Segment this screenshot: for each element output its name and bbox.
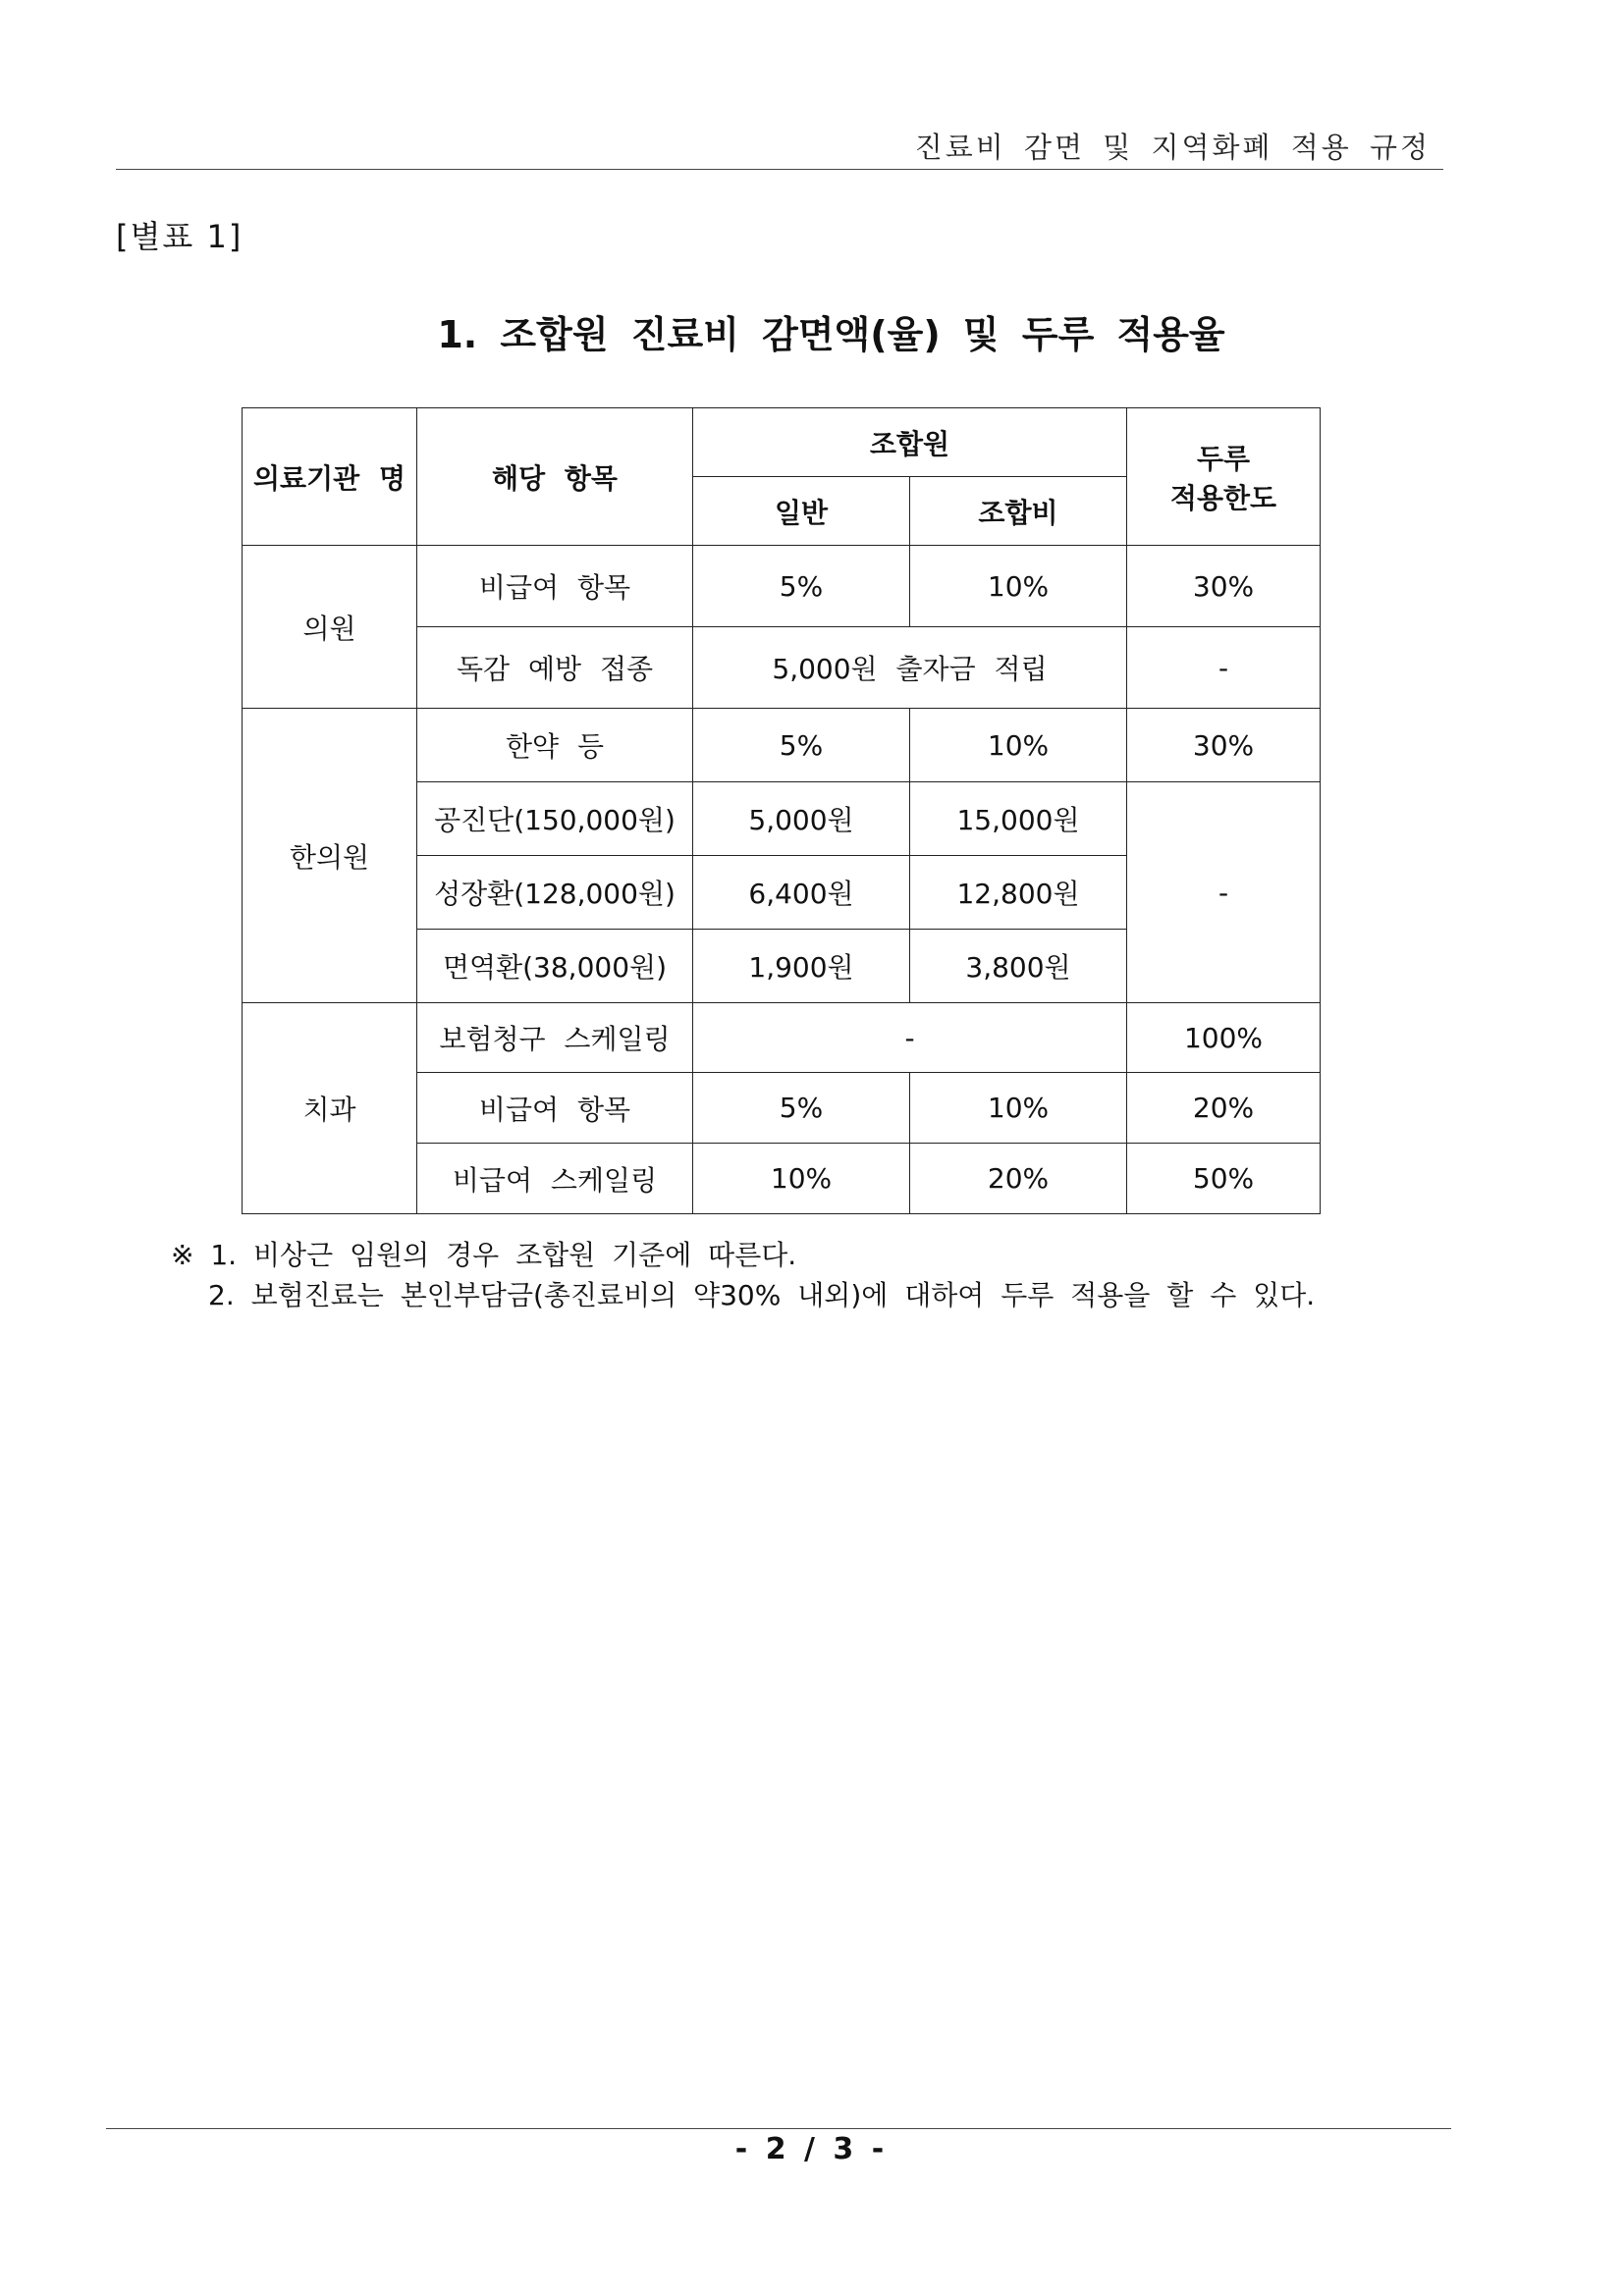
- member-fee-cell: 20%: [910, 1144, 1127, 1214]
- duru-cell: 50%: [1127, 1144, 1321, 1214]
- merged-benefit-cell: 5,000원 출자금 적립: [693, 627, 1127, 709]
- note-line-1: ※ 1. 비상근 임원의 경우 조합원 기준에 따른다.: [171, 1239, 797, 1271]
- page-number: - 2 / 3 -: [734, 2132, 889, 2166]
- institution-oriental: 한의원: [243, 709, 417, 1003]
- member-fee-cell: 3,800원: [910, 930, 1127, 1003]
- header-general: 일반: [693, 477, 910, 546]
- item-cell: 비급여 항목: [417, 546, 693, 627]
- note-line-2: 2. 보험진료는 본인부담금(총진료비의 약30% 내외)에 대하여 두루 적용을 할 수 있다.: [208, 1279, 1316, 1311]
- footer-divider: [106, 2128, 1451, 2129]
- member-fee-cell: 12,800원: [910, 856, 1127, 930]
- item-cell: 한약 등: [417, 709, 693, 782]
- institution-dental: 치과: [243, 1003, 417, 1214]
- duru-cell: -: [1127, 627, 1321, 709]
- institution-clinic: 의원: [243, 546, 417, 709]
- header-member-fee: 조합비: [910, 477, 1127, 546]
- item-cell: 독감 예방 접종: [417, 627, 693, 709]
- general-cell: 6,400원: [693, 856, 910, 930]
- general-cell: 5%: [693, 1073, 910, 1144]
- member-fee-cell: 10%: [910, 546, 1127, 627]
- header-duru-line2: 적용한도: [1169, 481, 1277, 514]
- general-cell: 5,000원: [693, 782, 910, 856]
- duru-cell: 30%: [1127, 546, 1321, 627]
- member-fee-cell: 10%: [910, 1073, 1127, 1144]
- member-fee-cell: 10%: [910, 709, 1127, 782]
- notes: [171, 1235, 1315, 1315]
- general-cell: 1,900원: [693, 930, 910, 1003]
- general-cell: 5%: [693, 709, 910, 782]
- duru-cell: 30%: [1127, 709, 1321, 782]
- header-divider: [116, 169, 1443, 170]
- item-cell: 성장환(128,000원): [417, 856, 693, 930]
- item-cell: 면역환(38,000원): [417, 930, 693, 1003]
- item-cell: 비급여 스케일링: [417, 1144, 693, 1214]
- item-cell: 보험청구 스케일링: [417, 1003, 693, 1073]
- document-header-title: 진료비 감면 및 지역화폐 적용 규정: [914, 131, 1431, 164]
- general-cell: 5%: [693, 546, 910, 627]
- header-institution: 의료기관 명: [243, 408, 417, 546]
- duru-cell-merged: -: [1127, 782, 1321, 1003]
- header-member: 조합원: [693, 408, 1127, 477]
- duru-cell: 20%: [1127, 1073, 1321, 1144]
- appendix-label: [별표 1]: [116, 218, 243, 255]
- header-duru-limit: [1127, 408, 1321, 546]
- general-cell: 10%: [693, 1144, 910, 1214]
- discount-rate-table: [242, 407, 1321, 1214]
- header-duru-line1: 두루: [1196, 442, 1251, 475]
- table-row: [243, 709, 1321, 782]
- item-cell: 공진단(150,000원): [417, 782, 693, 856]
- member-fee-cell: 15,000원: [910, 782, 1127, 856]
- table-row: [243, 546, 1321, 627]
- page-title: 1. 조합원 진료비 감면액(율) 및 두루 적용율: [437, 313, 1225, 356]
- item-cell: 비급여 항목: [417, 1073, 693, 1144]
- header-item: 해당 항목: [417, 408, 693, 546]
- merged-benefit-cell: -: [693, 1003, 1127, 1073]
- duru-cell: 100%: [1127, 1003, 1321, 1073]
- table-row: [243, 1003, 1321, 1073]
